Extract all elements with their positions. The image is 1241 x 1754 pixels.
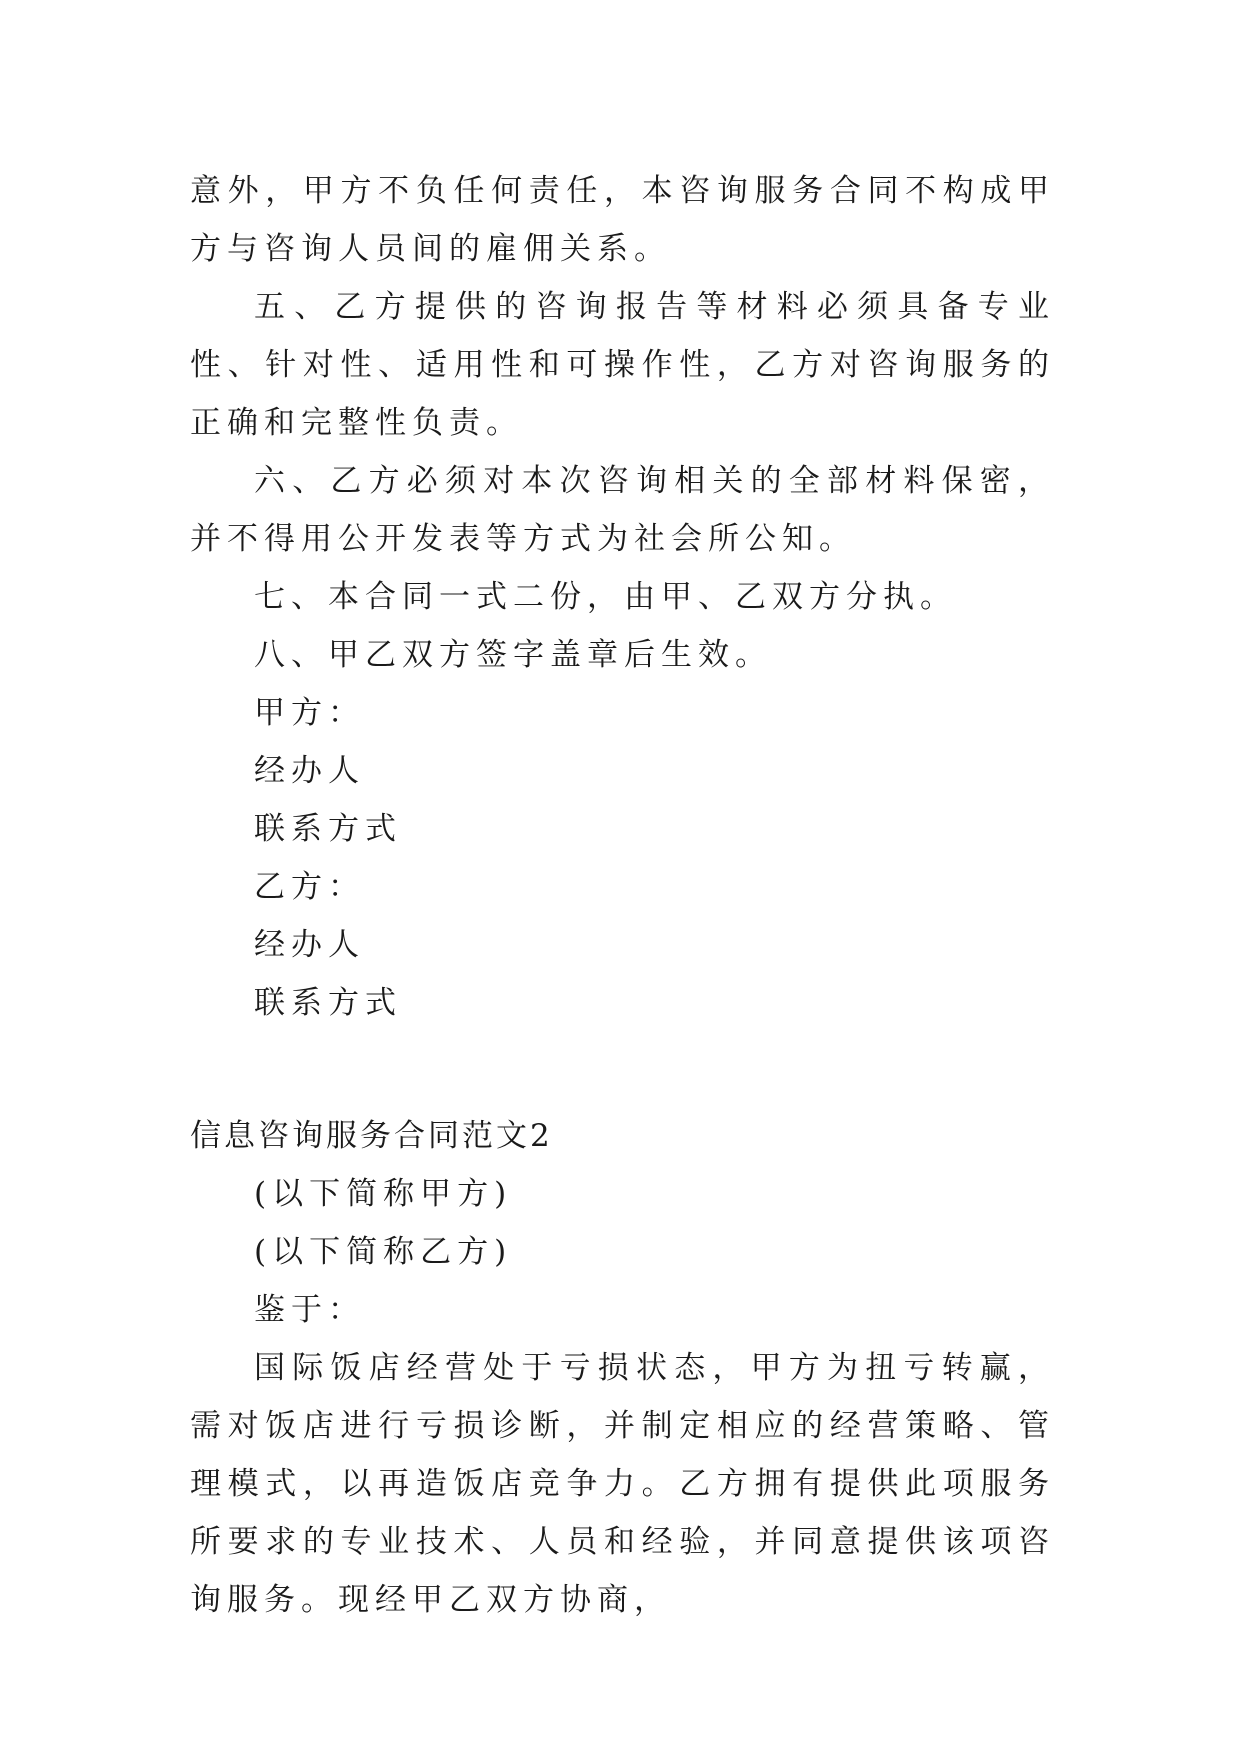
party-b-contact-label: 联系方式 — [254, 985, 402, 1021]
party-a-agent-label: 经办人 — [254, 753, 365, 789]
clause-5: 五、乙方提供的咨询报告等材料必须具备专业性、针对性、适用性和可操作性，乙方对咨询服务的正确和完整性负责。 — [190, 289, 1055, 441]
document-body — [190, 162, 1055, 1629]
party-b-label: 乙方： — [254, 869, 365, 905]
clause-6: 六、乙方必须对本次咨询相关的全部材料保密，并不得用公开发表等方式为社会所公知。 — [190, 463, 1055, 557]
party-a-contact-label: 联系方式 — [254, 811, 402, 847]
party-a-label: 甲方： — [254, 695, 365, 731]
section-gap — [190, 1032, 1055, 1107]
section-title: 信息咨询服务合同范文2 — [190, 1118, 553, 1154]
recital-paragraph: 国际饭店经营处于亏损状态，甲方为扭亏转赢，需对饭店进行亏损诊断，并制定相应的经营策略、管理模式，以再造饭店竞争力。乙方拥有提供此项服务所要求的专业技术、人员和经验，并同意提供该项咨询服务。现经甲乙双方协商， — [190, 1350, 1055, 1618]
party-b-agent-label: 经办人 — [254, 927, 365, 963]
clause-8: 八、甲乙双方签字盖章后生效。 — [254, 637, 772, 673]
paragraph-continuation: 意外，甲方不负任何责任，本咨询服务合同不构成甲方与咨询人员间的雇佣关系。 — [190, 173, 1055, 267]
clause-7: 七、本合同一式二份，由甲、乙双方分执。 — [254, 579, 957, 615]
whereas-heading: 鉴于： — [254, 1292, 365, 1328]
party-b-designation: (以下简称乙方) — [254, 1234, 513, 1270]
party-a-designation: (以下简称甲方) — [254, 1176, 513, 1212]
